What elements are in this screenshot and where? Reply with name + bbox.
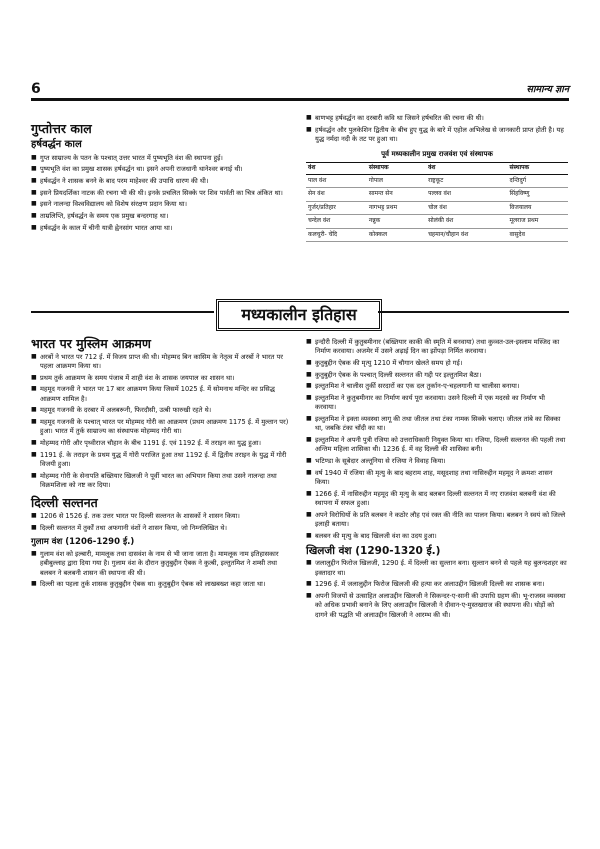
- list-item: ■ इन्दौरी दिल्ली में कुतुबमीनार (बख्तियार काकी की स्मृति में बनवाया) तथा कुव्वत-उल-इस्लाम मस्जिद का निर्माण करवाया। अजमेर में उसने अढ़ाई दिन का झोंपड़ा निर्मित करवाया।: [306, 338, 568, 357]
- section-title: खिलजी वंश (1290-1320 ई.): [306, 545, 441, 558]
- list-item: ■ हर्षवर्द्धन ने शासक बनने के बाद परम माहेश्वर की उपाधि धारण की थी।: [31, 177, 291, 186]
- table-cell: कोक्कल: [367, 228, 426, 242]
- list-item: ■ प्रथम तुर्क आक्रमण के समय पंजाब में शाही वंश के शासक जयपाल का शासन था।: [31, 374, 293, 383]
- table-cell: राष्ट्रकूट: [426, 174, 507, 188]
- banner-rule-right: [378, 311, 569, 313]
- list-item: ■ महमूद गजनवी ने भारत पर 17 बार आक्रमण किया जिसमें 1025 ई. में सोमनाथ मन्दिर का प्रसिद्ध आक्रमण शामिल है।: [31, 385, 293, 404]
- list-item: ■ दिल्ली सल्तनत में तुर्कों तथा अफगानी वंशों ने शासन किया, जो निम्नलिखित थे।: [31, 524, 293, 533]
- list-item: ■ इल्तुतमिश ने इक्ता व्यवस्था लागू की तथा जीतल तथा टंका नामक सिक्के चलाए। जीतल तांबे का सिक्का था, जबकि टंका चाँदी का था।: [306, 415, 568, 434]
- list-item: ■ 1206 से 1526 ई. तक उत्तर भारत पर दिल्ली सल्तनत के शासकों ने शासन किया।: [31, 512, 293, 521]
- table-row: [306, 201, 568, 215]
- list-item: ■ वर्ष 1940 में रजिया की मृत्यु के बाद बहराम शाह, मसूदशाह तथा नासिरुद्दीन महमूद ने क्रमशः शासन किया।: [306, 469, 568, 488]
- list-item: ■ दिल्ली का पहला तुर्क शासक कुतुबुद्दीन ऐबक था। कुतुबुद्दीन ऐबक को लाखबख्श कहा जाता था।: [31, 580, 293, 589]
- table-cell: सामन्त सेन: [367, 188, 426, 202]
- delhi-list: [31, 512, 293, 533]
- khilji-list: [306, 559, 568, 620]
- banner-rule-left: [31, 311, 214, 313]
- list-item: ■ बाणभट्ट हर्षवर्द्धन का दरबारी कवि था जिसने हर्षचरित की रचना की थी।: [306, 114, 568, 123]
- table-header: वंश: [426, 163, 507, 175]
- table-header: संस्थापक: [507, 163, 568, 175]
- list-item: ■ कुतुबुद्दीन ऐबक की मृत्यु 1210 में चौगान खेलते समय हो गई।: [306, 359, 568, 368]
- table-row: [306, 188, 568, 202]
- section-subtitle: हर्षवर्द्धन काल: [31, 138, 82, 150]
- table-cell: मूलराज प्रथम: [507, 215, 568, 229]
- list-item: ■ भटिण्डा के सूबेदार अल्तूनिया से रजिया ने विवाह किया।: [306, 457, 568, 466]
- list-item: ■ गुप्त साम्राज्य के पतन के पश्चात् उत्तर भारत में पुष्यभूति वंश की स्थापना हुई।: [31, 154, 291, 163]
- gupt-list: [31, 154, 291, 233]
- gulam-list: [31, 550, 293, 590]
- dynasty-table: [306, 162, 568, 242]
- table-cell: नागभट्ट प्रथम: [367, 201, 426, 215]
- table-cell: पल्लव वंश: [426, 188, 507, 202]
- table-cell: वासुदेव: [507, 228, 568, 242]
- table-row: [306, 228, 568, 242]
- left-column: [31, 336, 293, 592]
- list-item: ■ हर्षवर्द्धन के काल में चीनी यात्री ह्वेनसांग भारत आया था।: [31, 224, 291, 233]
- list-item: ■ 1191 ई. के तराइन के प्रथम युद्ध में गोरी पराजित हुआ तथा 1192 ई. में द्वितीय तराइन के युद्ध में गोरी विजयी हुआ।: [31, 451, 293, 470]
- table-cell: गुर्जर/प्रतिहार: [306, 201, 367, 215]
- list-item: ■ मोहम्मद गोरी के सेनापति बख्तियार खिलजी ने पूर्वी भारत का अभियान किया तथा उसने नालन्दा तथा विक्रमशिला को नष्ट कर दिया।: [31, 472, 293, 491]
- list-item: ■ इसने नालन्दा विश्वविद्यालय को विशेष संरक्षण प्रदान किया था।: [31, 200, 291, 209]
- section-title: भारत पर मुस्लिम आक्रमण: [31, 336, 151, 351]
- top-right-list: [306, 114, 568, 144]
- list-item: ■ अपने विरोधियों के प्रति बलबन ने कठोर लौह एवं रक्त की नीति का पालन किया। बलबन ने स्वयं को जिल्ले इलाही बताया।: [306, 511, 568, 530]
- right-column: [306, 338, 568, 622]
- section-title: दिल्ली सल्तनत: [31, 495, 98, 511]
- table-cell: सिंहविष्णु: [507, 188, 568, 202]
- list-item: ■ इल्तुतमिश ने अपनी पुत्री रजिया को उत्तराधिकारी नियुक्त किया था। रजिया, दिल्ली सल्तनत की पहली तथा अन्तिम महिला शासिका थी। 1236 ई. में वह दिल्ली की शासिका बनी।: [306, 436, 568, 455]
- table-header: संस्थापक: [367, 163, 426, 175]
- list-item: ■ जलालुद्दीन फिरोज खिलजी, 1290 ई. में दिल्ली का सुल्तान बना। सुल्तान बनने से पहले यह बुलन्दशहर का इक्तादार था।: [306, 559, 568, 578]
- list-item: ■ महमूद गजनवी के पश्चात् भारत पर मोहम्मद गोरी का आक्रमण (प्रथम आक्रमण 1175 ई. में मुल्तान पर) हुआ। भारत में तुर्क साम्राज्य का संस्थापक मोहम्मद गोरी था।: [31, 418, 293, 437]
- table-cell: सेन वंश: [306, 188, 367, 202]
- table-cell: पाल वंश: [306, 174, 367, 188]
- banner-title: मध्यकालीन इतिहास: [216, 299, 382, 331]
- table-header-row: [306, 163, 568, 175]
- muslim-list: [31, 353, 293, 491]
- table-cell: विजयालय: [507, 201, 568, 215]
- list-item: ■ पुष्यभूति वंश का प्रमुख शासक हर्षवर्द्धन था। इसने अपनी राजधानी थानेश्वर बनाई थी।: [31, 165, 291, 174]
- gupt-section: [31, 121, 291, 235]
- table-cell: कलचुरी- चेदि: [306, 228, 367, 242]
- section-title: गुप्तोत्तर काल: [31, 121, 92, 136]
- table-cell: गोपाल: [367, 174, 426, 188]
- list-item: ■ इल्तुतमिश ने कुतुबमीनार का निर्माण कार्य पूरा करवाया। उसने दिल्ली में एक मदरसे का निर्माण भी करवाया।: [306, 394, 568, 413]
- list-item: ■ गुलाम वंश को इल्बारी, मामलूक तथा दासवंश के नाम से भी जाना जाता है। मामलूक नाम इतिहासकार हबीबुल्लाह द्वारा दिया गया है। गुलाम वंश के दौरान कुतुबुद्दीन ऐबक ने कुत्बी, इल्तुतमिश ने शम्सी तथा बलबन ने बलबनी शासन की स्थापना की थी।: [31, 550, 293, 578]
- table-row: [306, 215, 568, 229]
- list-item: ■ इल्तुतमिश ने चालीस तुर्की सरदारों का एक दल तुर्कान-ए-चहलगानी या चालीसा बनाया।: [306, 382, 568, 391]
- top-right-section: [306, 114, 568, 242]
- table-header: वंश: [306, 163, 367, 175]
- table-cell: चहमान/चौहान वंश: [426, 228, 507, 242]
- table-row: [306, 174, 568, 188]
- table-cell: चन्देल वंश: [306, 215, 367, 229]
- running-subject: सामान्य ज्ञान: [526, 84, 569, 95]
- list-item: ■ बलबन की मृत्यु के बाद खिलजी वंश का उदय हुआ।: [306, 532, 568, 541]
- list-item: ■ मोहम्मद गोरी और पृथ्वीराज चौहान के बीच 1191 ई. एवं 1192 ई. में तराइन का युद्ध हुआ।: [31, 439, 293, 448]
- list-item: ■ 1296 ई. में जलालुद्दीन फिरोज खिलजी की हत्या कर अलाउद्दीन खिलजी दिल्ली का शासक बना।: [306, 580, 568, 589]
- page-header: [31, 82, 569, 101]
- list-item: ■ अपनी विजयों से उत्साहित अलाउद्दीन खिलजी ने सिकन्दर-ए-सानी की उपाधि ग्रहण की। भू-राजस्व व्यवस्था को अधिक प्रभावी बनाने के लिए अलाउद्दीन खिलजी ने दीवान-ए-मुस्तखराज की स्थापना की। घोड़ों को दागने की पद्धति भी अलाउद्दीन खिलजी ने आरम्भ की थी।: [306, 592, 568, 620]
- list-item: ■ हर्षवर्द्धन और पुलकेशिन द्वितीय के बीच हुए युद्ध के बारे में एहोल अभिलेख से जानकारी प्राप्त होती है। यह युद्ध नर्मदा नदी के तट पर हुआ था।: [306, 126, 568, 145]
- table-title: पूर्व मध्यकालीन प्रमुख राजवंश एवं संस्थापक: [381, 150, 493, 159]
- list-item: ■ कुतुबुद्दीन ऐबक के पश्चात् दिल्ली सल्तनत की गद्दी पर इल्तुतमिश बैठा।: [306, 371, 568, 380]
- sultanate-list: [306, 338, 568, 541]
- section-subtitle: गुलाम वंश (1206-1290 ई.): [31, 537, 135, 548]
- table-cell: चोल वंश: [426, 201, 507, 215]
- list-item: ■ इसने प्रियदर्शिका नाटक की रचना भी की थी। इनके प्रचलित सिक्के पर शिव पार्वती का चित्र अंकित था।: [31, 189, 291, 198]
- list-item: ■ अरबों ने भारत पर 712 ई. में विजय प्राप्त की थी। मोहम्मद बिन कासिम के नेतृत्व में अरबों ने भारत पर पहला आक्रमण किया था।: [31, 353, 293, 372]
- page-number: 6: [31, 81, 41, 97]
- table-cell: दन्तिदुर्ग: [507, 174, 568, 188]
- table-cell: सोलंकी वंश: [426, 215, 507, 229]
- list-item: ■ ताम्रलिप्ति, हर्षवर्द्धन के समय एक प्रमुख बन्दरगाह था।: [31, 212, 291, 221]
- list-item: ■ महमूद गजनवी के दरबार में अलबरूनी, फिरदौसी, उत्बी फारुखी रहते थे।: [31, 406, 293, 415]
- table-cell: नन्नुक: [367, 215, 426, 229]
- list-item: ■ 1266 ई. में नासिरुद्दीन महमूद की मृत्यु के बाद बलबन दिल्ली सल्तनत में नए राजवंश बलबनी वंश की स्थापना में सफल हुआ।: [306, 490, 568, 509]
